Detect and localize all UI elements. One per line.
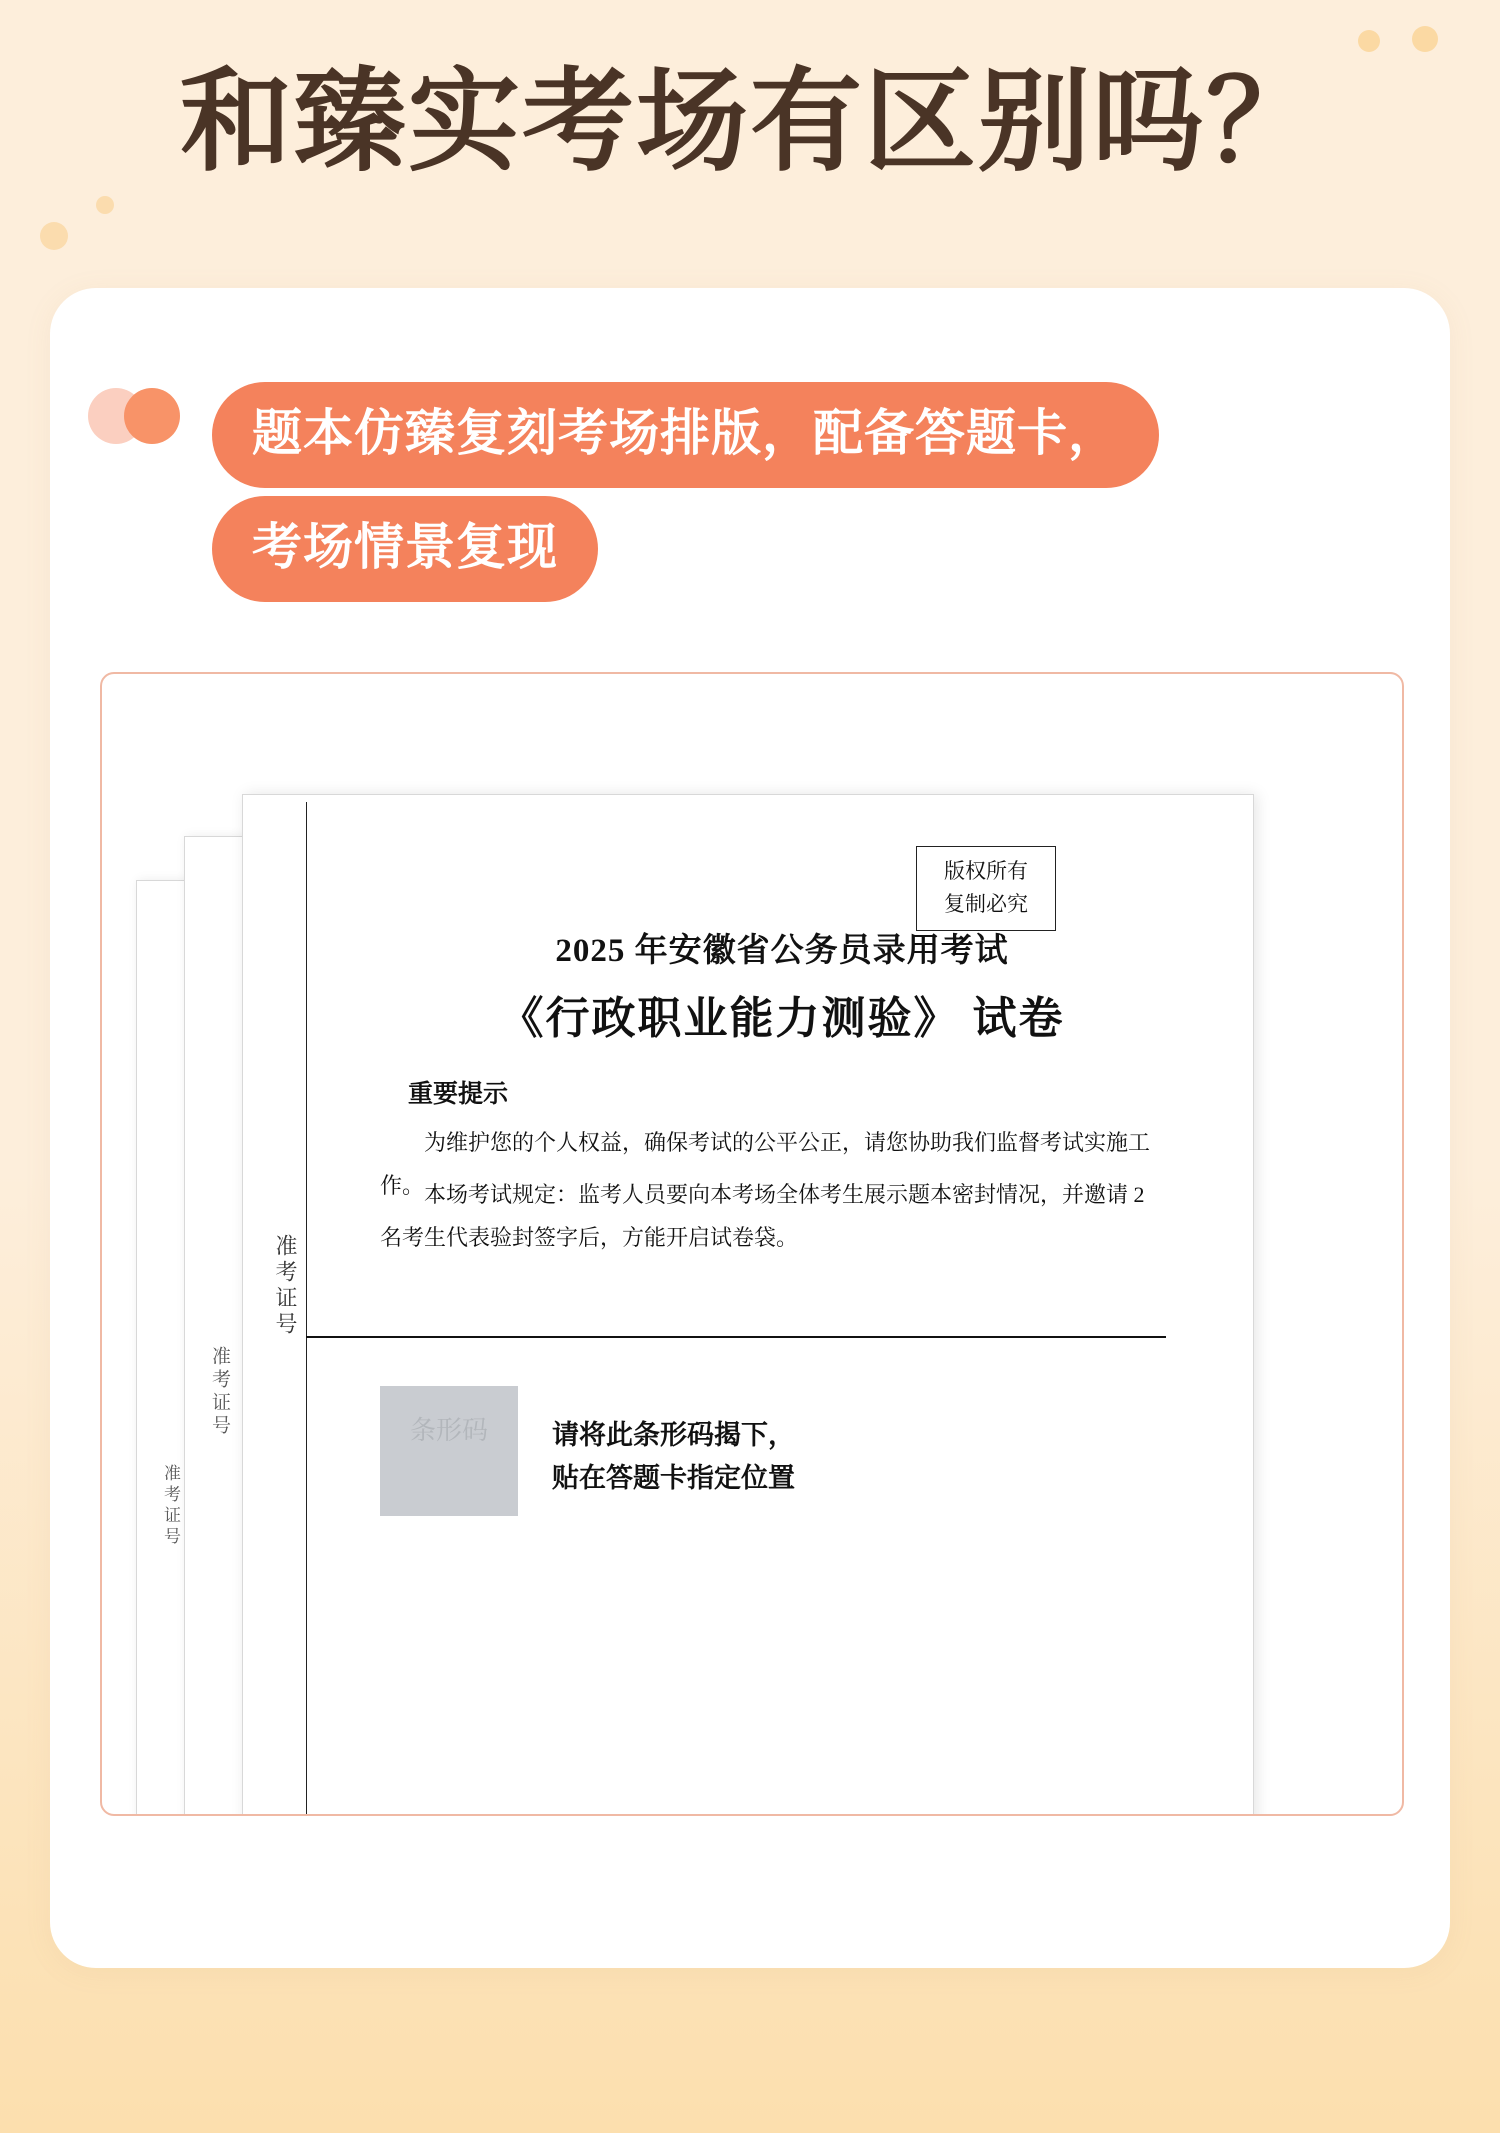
decorative-dot [96, 196, 114, 214]
barcode-instruction-line-2: 贴在答题卡指定位置 [552, 1463, 795, 1494]
notice-paragraph-1: 为维护您的个人权益，确保考试的公平公正，请您协助我们监督考试实施工作。 [380, 1130, 1151, 1198]
decorative-dot [40, 222, 68, 250]
barcode-placeholder [380, 1386, 518, 1516]
notice-paragraph-2: 本场考试规定：监考人员要向本考场全体考生展示题本密封情况，并邀请 2 名考生代表验封签字后，方能开启试卷袋。 [380, 1182, 1145, 1250]
vertical-rule [306, 802, 307, 1814]
barcode-placeholder-label: 条形码 [409, 1416, 488, 1445]
exam-title-primary: 2025 年安徽省公务员录用考试 [555, 933, 1009, 969]
side-label-back: 准考证号 [161, 1464, 180, 1548]
side-label-middle: 准考证号 [209, 1346, 230, 1438]
horizontal-rule [306, 1336, 1166, 1338]
exam-title-secondary: 《行政职业能力测验》 试卷 [499, 994, 1065, 1043]
barcode-instruction [552, 1414, 795, 1500]
decorative-dot [1358, 30, 1380, 52]
copyright-line-1: 版权所有 [944, 859, 1028, 883]
bullet-marker-front-circle [124, 388, 180, 444]
bullet-marker-icon [88, 388, 198, 444]
page-title: 和臻实考场有区别吗？ [180, 59, 1320, 184]
feature-pill-2: 考场情景复现 [212, 496, 598, 602]
copyright-notice [916, 846, 1056, 931]
exam-paper-preview[interactable] [100, 672, 1404, 1816]
side-label-front: 准考证号 [273, 1234, 298, 1338]
notice-heading: 重要提示 [408, 1080, 509, 1108]
decorative-dot [1412, 26, 1438, 52]
copyright-line-2: 复制必究 [944, 891, 1028, 916]
barcode-instruction-line-1: 请将此条形码揭下， [552, 1420, 795, 1450]
feature-pill-1: 题本仿臻复刻考场排版，配备答题卡， [212, 382, 1159, 488]
